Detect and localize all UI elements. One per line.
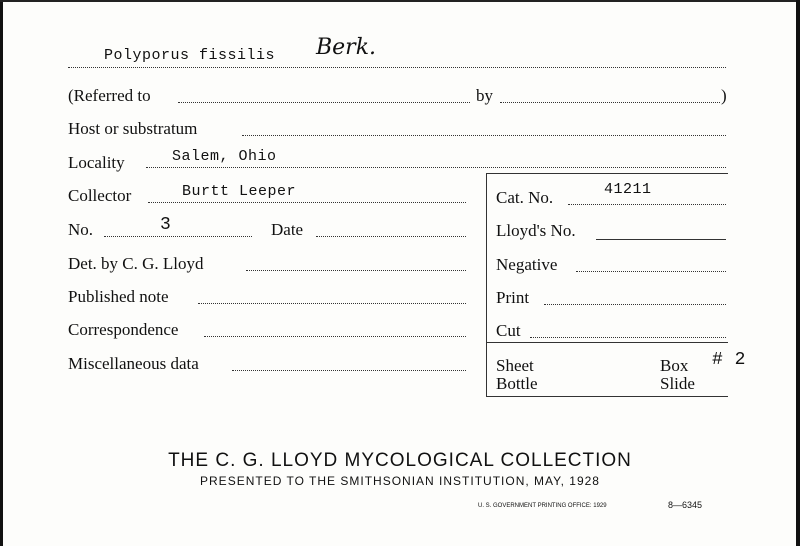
locality-label: Locality xyxy=(68,153,125,172)
cat-no-line xyxy=(568,204,726,205)
no-label: No. xyxy=(68,220,94,239)
published-label: Published note xyxy=(68,287,169,306)
cat-no-value: 41211 xyxy=(604,181,652,198)
misc-label: Miscellaneous data xyxy=(68,354,199,373)
negative-label: Negative xyxy=(496,255,558,274)
det-label: Det. by C. G. Lloyd xyxy=(68,254,204,273)
scan-edge-top xyxy=(0,0,800,2)
species-line xyxy=(68,67,726,68)
sheet-label: Sheet xyxy=(496,356,534,375)
box-label: Box xyxy=(660,356,689,375)
lloyds-no-label: Lloyd's No. xyxy=(496,221,576,240)
species-author-handwritten: Berk. xyxy=(316,35,377,60)
cut-line xyxy=(530,337,726,338)
cat-no-label: Cat. No. xyxy=(496,188,554,207)
slide-label: Slide xyxy=(660,374,695,393)
date-label: Date xyxy=(271,220,304,239)
locality-value: Salem, Ohio xyxy=(172,148,277,165)
printer-imprint: U. S. GOVERNMENT PRINTING OFFICE: 1929 xyxy=(478,503,607,509)
correspondence-label: Correspondence xyxy=(68,320,179,339)
print-label: Print xyxy=(496,288,530,307)
collector-line xyxy=(148,202,466,203)
collector-value: Burtt Leeper xyxy=(182,183,297,200)
referred-to-line xyxy=(178,102,470,103)
negative-line xyxy=(576,271,726,272)
correspondence-line xyxy=(204,336,466,337)
collection-subtitle: PRESENTED TO THE SMITHSONIAN INSTITUTION, MAY, 1928 xyxy=(200,474,600,488)
cut-label: Cut xyxy=(496,321,521,340)
box-bottom-border xyxy=(486,396,728,397)
collection-title: THE C. G. LLOYD MYCOLOGICAL COLLECTION xyxy=(168,450,632,471)
collector-label: Collector xyxy=(68,186,132,205)
date-line xyxy=(316,236,466,237)
print-line xyxy=(544,304,726,305)
by-label: by xyxy=(476,86,493,105)
form-number: 8—6345 xyxy=(668,500,703,510)
box-value-handwritten: # 2 xyxy=(712,350,746,370)
host-line xyxy=(242,135,726,136)
no-line xyxy=(104,236,252,237)
cut-rule xyxy=(486,342,728,343)
box-top-border xyxy=(486,173,728,174)
det-line xyxy=(246,270,466,271)
species-name: Polyporus fissilis xyxy=(104,47,276,64)
locality-line xyxy=(146,167,726,168)
close-paren: ) xyxy=(721,86,727,105)
referred-to-label: (Referred to xyxy=(68,86,151,105)
box-left-border xyxy=(486,173,487,397)
no-value: 3 xyxy=(160,215,172,235)
host-label: Host or substratum xyxy=(68,119,198,138)
by-line xyxy=(500,102,720,103)
bottle-label: Bottle xyxy=(496,374,538,393)
lloyds-no-line xyxy=(596,239,726,240)
published-line xyxy=(198,303,466,304)
misc-line xyxy=(232,370,466,371)
